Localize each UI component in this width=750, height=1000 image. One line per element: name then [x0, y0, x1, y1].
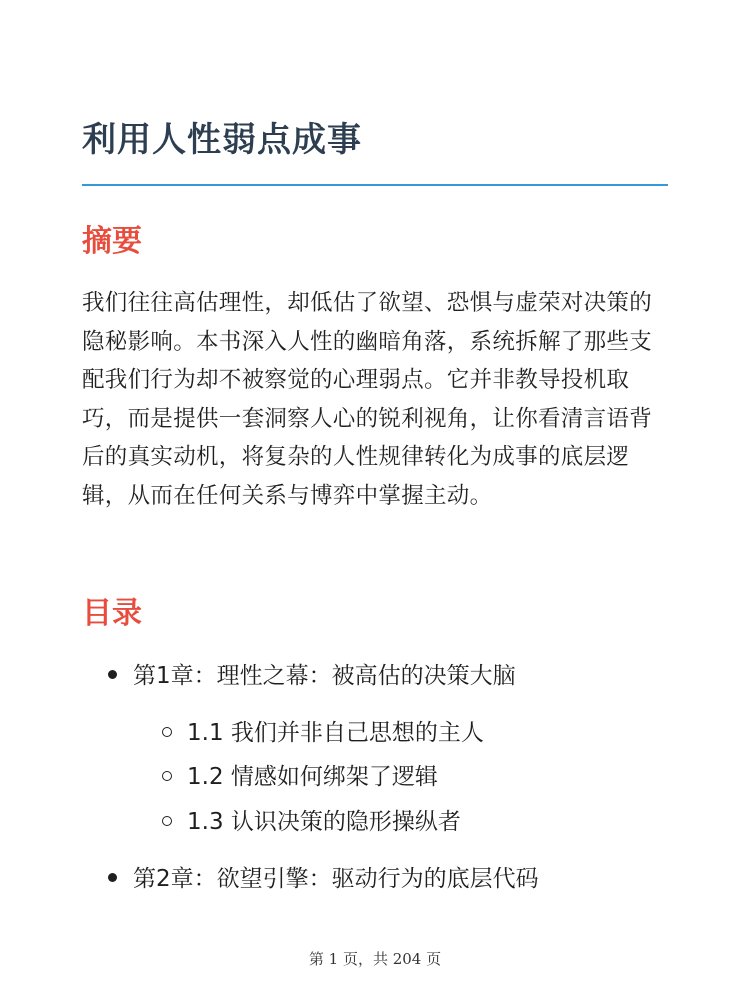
toc-heading: 目录: [82, 596, 142, 631]
toc-section-1-2[interactable]: [162, 761, 438, 793]
circle-bullet-icon: [162, 816, 172, 826]
toc-chapter-1[interactable]: [108, 660, 516, 692]
toc-section-label: 1.2 情感如何绑架了逻辑: [187, 764, 438, 790]
toc-section-1-3[interactable]: [162, 806, 461, 838]
toc-chapter-label: 第1章：理性之幕：被高估的决策大脑: [133, 663, 516, 689]
toc-chapter-2[interactable]: [108, 863, 539, 895]
toc-chapter-label: 第2章：欲望引擎：驱动行为的底层代码: [133, 866, 539, 892]
toc-section-label: 1.1 我们并非自己思想的主人: [187, 720, 484, 746]
toc-section-1-1[interactable]: [162, 717, 484, 749]
circle-bullet-icon: [162, 771, 172, 781]
abstract-heading: 摘要: [82, 224, 142, 259]
page-footer: 第 1 页，共 204 页: [308, 950, 442, 968]
document-title: 利用人性弱点成事: [82, 120, 362, 160]
toc-section-label: 1.3 认识决策的隐形操纵者: [187, 809, 461, 835]
abstract-paragraph: 我们往往高估理性，却低估了欲望、恐惧与虚荣对决策的隐秘影响。本书深入人性的幽暗角落，系统拆解了那些支配我们行为却不被察觉的心理弱点。它并非教导投机取巧，而是提供一套洞察人心的锐利视角，让你看清言语背后的真实动机，将复杂的人性规律转化为成事的底层逻辑，从而在任何关系与博弈中掌握主动。: [82, 290, 653, 509]
bullet-icon: [108, 873, 117, 882]
bullet-icon: [108, 670, 117, 679]
circle-bullet-icon: [162, 727, 172, 737]
